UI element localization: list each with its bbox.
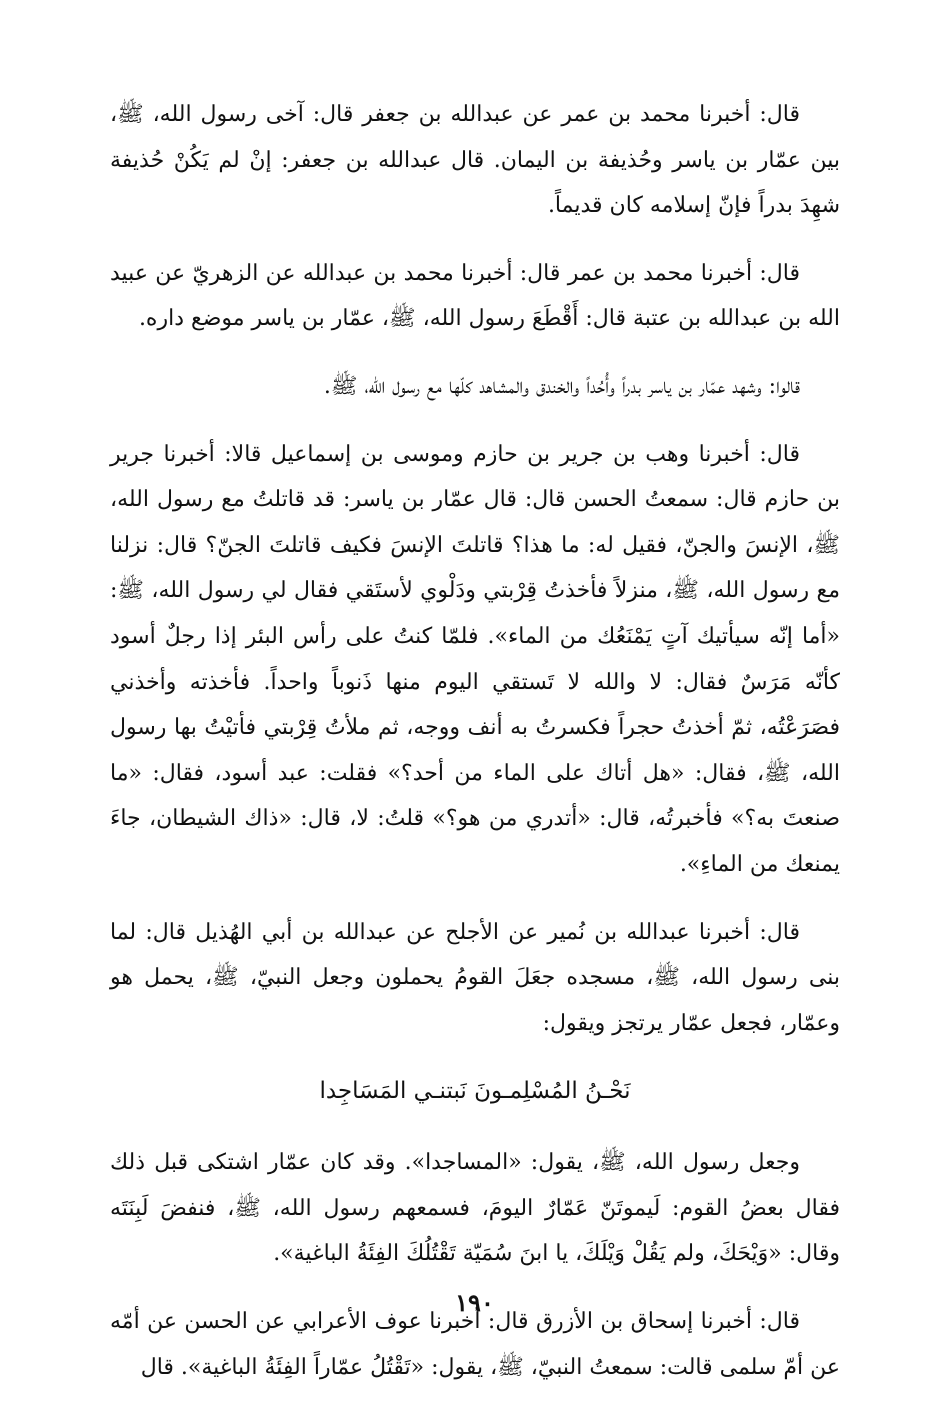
paragraph-2: قال: أخبرنا محمد بن عمر قال: أخبرنا محمد بن عبدالله عن الزهريّ عن عبيد الله بن عبدالله بن عتبة قال: أَقْطَعَ رسول الله، ﷺ، عمّار بن ياسر موضع داره.	[110, 260, 840, 332]
paragraph-4: قال: أخبرنا وهب بن جرير بن حازم وموسى بن إسماعيل قالا: أخبرنا جرير بن حازم قال: سمعتُ الحسن قال: قال عمّار بن ياسر: قد قاتلتُ مع رسول الله، ﷺ، الإنسَ والجنّ، فقيل له: ما هذا؟ قاتلتَ الإنسَ فكيف قاتلتَ الجنّ؟ قال: نزلنا مع رسول الله، ﷺ، منزلاً فأخذتُ قِرْبتي ودَلْوي لأستَقي فقال لي رسول الله، ﷺ: «أما إنّه سيأتيك آتٍ يَمْنَعُك من الماء». فلمّا كنتُ على رأس البئر إذا رجلٌ أسود كأنّه مَرَسٌ فقال: لا والله لا تَستقي اليوم منها ذَنوباً واحداً. فأخذته وأخذني فصَرَعْتُه، ثمّ أخذتُ حجراً فكسرتُ به أنف ووجه، ثم ملأتُ قِرْبتي فأتيْتُ بها رسول الله، ﷺ، فقال: «هل أتاك على الماء من أحد؟» فقلت: عبد أسود، فقال: «ما صنعتَ به؟» فأخبرتُه، قال: «أتدري من هو؟» قلتُ: لا، قال: «ذاك الشيطان، جاءَ يمنعك من الماءِ».	[110, 441, 840, 877]
paragraph-6: وجعل رسول الله، ﷺ، يقول: «المساجدا». وقد كان عمّار اشتكى قبل ذلك فقال بعضُ القوم: لَيموتَنّ عَمّارٌ اليومَ، فسمعهم رسول الله، ﷺ، فنفضَ لَبِنَتَه وقال: «وَيْحَكَ، ولم يَقُلْ وَيْلَكَ، يا ابنَ سُمَيّة تَقْتُلُكَ الفِئَةُ الباغية».	[110, 1150, 840, 1267]
paragraph-7: قال: أخبرنا إسحاق بن الأزرق قال: أخبرنا عوف الأعرابي عن الحسن عن أمّه عن أمّ سلمى قالت: سمعتُ النبيّ، ﷺ، يقول: «تَقْتُلُ عمّاراً الفِئَةُ الباغية». قال	[110, 1309, 840, 1380]
paragraph-3: قالوا: وشهد عمّار بن ياسر بدراً وأُحُداً والخندق والمشاهد كلّها مع رسول الله، ﷺ.	[323, 373, 800, 399]
verse-line: نَحْـنُ المُسْلِمـونَ نَبتنـي المَسَاجِدا	[319, 1078, 631, 1105]
page-body	[110, 92, 840, 1412]
page-number: ١٩٠	[455, 1288, 494, 1317]
paragraph-1: قال: أخبرنا محمد بن عمر عن عبدالله بن جعفر قال: آخى رسول الله، ﷺ، بين عمّار بن ياسر وحُذيفة بن اليمان. قال عبدالله بن جعفر: إنْ لم يَكُنْ حُذيفة شهِدَ بدراً فإنّ إسلامه كان قديماً.	[110, 102, 840, 219]
paragraph-5: قال: أخبرنا عبدالله بن نُمير عن الأجلح عن عبدالله بن أبي الهُذيل قال: لما بنى رسول الله، ﷺ، مسجده جعَلَ القومُ يحملون وجعل النبيّ، ﷺ، يحمل هو وعمّار، فجعل عمّار يرتجز ويقول:	[110, 919, 840, 1036]
